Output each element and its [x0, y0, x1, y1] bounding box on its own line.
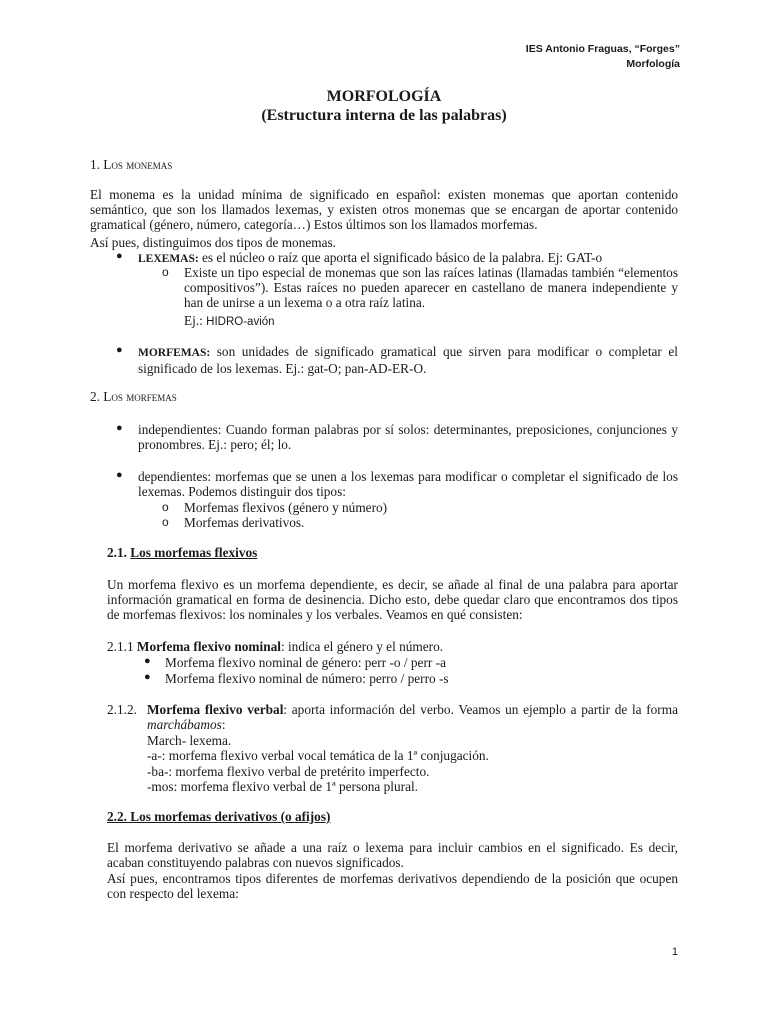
page-number: 1	[671, 946, 678, 958]
nominal-number: 2.1.1	[107, 639, 134, 654]
section-2-2-text-1: El morfema derivativo se añade a una raíz o lexema para incluir cambios en el significado. Es decir, acaban constituyendo palabras con nuevos significados.	[107, 840, 678, 870]
circle-bullet-icon: o	[162, 500, 169, 514]
morfemas-text: son unidades de significado gramatical que sirven para modificar o completar el significado de los lexemas. Ej.: gat-O; pan-AD-ER-O.	[138, 344, 678, 376]
section-2-2-heading: 2.2. Los morfemas derivativos (o afijos)	[107, 809, 331, 824]
circle-bullet-icon: o	[162, 515, 169, 529]
header-subject: Morfología	[626, 58, 680, 70]
lexemas-subitem: Existe un tipo especial de monemas que son las raíces latinas (llamadas también “elementos compositivos”). Estas raíces no pueden aparecer en castellano de manera independiente y han de unirse a un lexema o a otra raíz latina.	[184, 265, 678, 310]
lexemas-example-value: HIDRO-avión	[206, 316, 275, 328]
verbal-word: marchábamos	[147, 717, 222, 732]
header-school: IES Antonio Fraguas, “Forges”	[525, 43, 680, 55]
dependientes-sub-1: Morfemas flexivos (género y número)	[184, 500, 388, 515]
verbal-line-4: -mos: morfema flexivo verbal de 1ª persona plural.	[147, 779, 418, 794]
section-2-heading: 2. Los morfemas	[90, 389, 177, 404]
nominal-text: : indica el género y el número.	[280, 639, 444, 654]
circle-bullet-icon: o	[162, 265, 169, 279]
verbal-text: : aporta información del verbo. Veamos un ejemplo a partir de la forma	[283, 702, 678, 717]
bullet-icon: ●	[116, 250, 123, 262]
page-subtitle: (Estructura interna de las palabras)	[261, 107, 507, 124]
verbal-label: Morfema flexivo verbal	[147, 702, 284, 717]
dependientes-item: dependientes: morfemas que se unen a los lexemas para modificar o completar el significado de los lexemas. Podemos distinguir dos tipos:	[138, 469, 678, 499]
section-2-1-heading	[107, 545, 257, 560]
dependientes-sub-2: Morfemas derivativos.	[184, 515, 305, 530]
section-1-heading: 1. Los monemas	[90, 157, 173, 172]
morfemas-item	[138, 344, 678, 376]
independientes-item: independientes: Cuando forman palabras por sí solos: determinantes, preposiciones, conjunciones y pronombres. Ej.: pero; él; lo.	[138, 422, 678, 452]
nominal-bullet-2: Morfema flexivo nominal de número: perro / perro -s	[165, 671, 449, 686]
section-1-intro2: Así pues, distinguimos dos tipos de monemas.	[90, 235, 336, 250]
bullet-icon: ●	[116, 344, 123, 356]
bullet-icon: ●	[116, 422, 123, 434]
verbal-number: 2.1.2.	[107, 702, 137, 717]
nominal-heading	[107, 639, 678, 654]
nominal-bullet-1: Morfema flexivo nominal de género: perr -o / perr -a	[165, 655, 446, 670]
lexemas-example-label: Ej.:	[184, 313, 203, 328]
verbal-line-3: -ba-: morfema flexivo verbal de pretérito imperfecto.	[147, 764, 430, 779]
bullet-icon: ●	[144, 671, 151, 683]
section-2-1-number: 2.1.	[107, 545, 127, 560]
section-2-1-title: Los morfemas flexivos	[130, 545, 258, 560]
verbal-line-2: -a-: morfema flexivo verbal vocal temática de la 1ª conjugación.	[147, 748, 489, 763]
nominal-label: Morfema flexivo nominal	[136, 639, 281, 654]
page-title: MORFOLOGÍA	[326, 88, 442, 105]
morfemas-label: MORFEMAS:	[138, 347, 211, 359]
lexemas-label: LEXEMAS:	[138, 253, 199, 265]
section-2-2-text-2: Así pues, encontramos tipos diferentes de morfemas derivativos dependiendo de la posición que ocupen con respecto del lexema:	[107, 871, 678, 901]
verbal-colon: :	[221, 717, 226, 732]
lexemas-example	[184, 313, 275, 330]
bullet-icon: ●	[144, 655, 151, 667]
verbal-heading	[147, 702, 678, 732]
section-2-1-text: Un morfema flexivo es un morfema dependiente, es decir, se añade al final de una palabra para aportar información gramatical en forma de desinencia. Dicho esto, debe quedar claro que encontramos dos tipos de morfemas flexivos: los nominales y los verbales. Veamos en qué consisten:	[107, 577, 678, 622]
section-1-intro: El monema es la unidad mínima de significado en español: existen monemas que aportan contenido semántico, que son los llamados lexemas, y existen otros monemas que se encargan de aportar contenido gramatical (género, número, categoría…) Estos últimos son los llamados morfemas.	[90, 187, 678, 232]
bullet-icon: ●	[116, 469, 123, 481]
lexemas-text: es el núcleo o raíz que aporta el significado básico de la palabra. Ej: GAT-o	[198, 250, 603, 265]
page-header	[526, 42, 680, 72]
verbal-line-1: March- lexema.	[147, 733, 232, 748]
